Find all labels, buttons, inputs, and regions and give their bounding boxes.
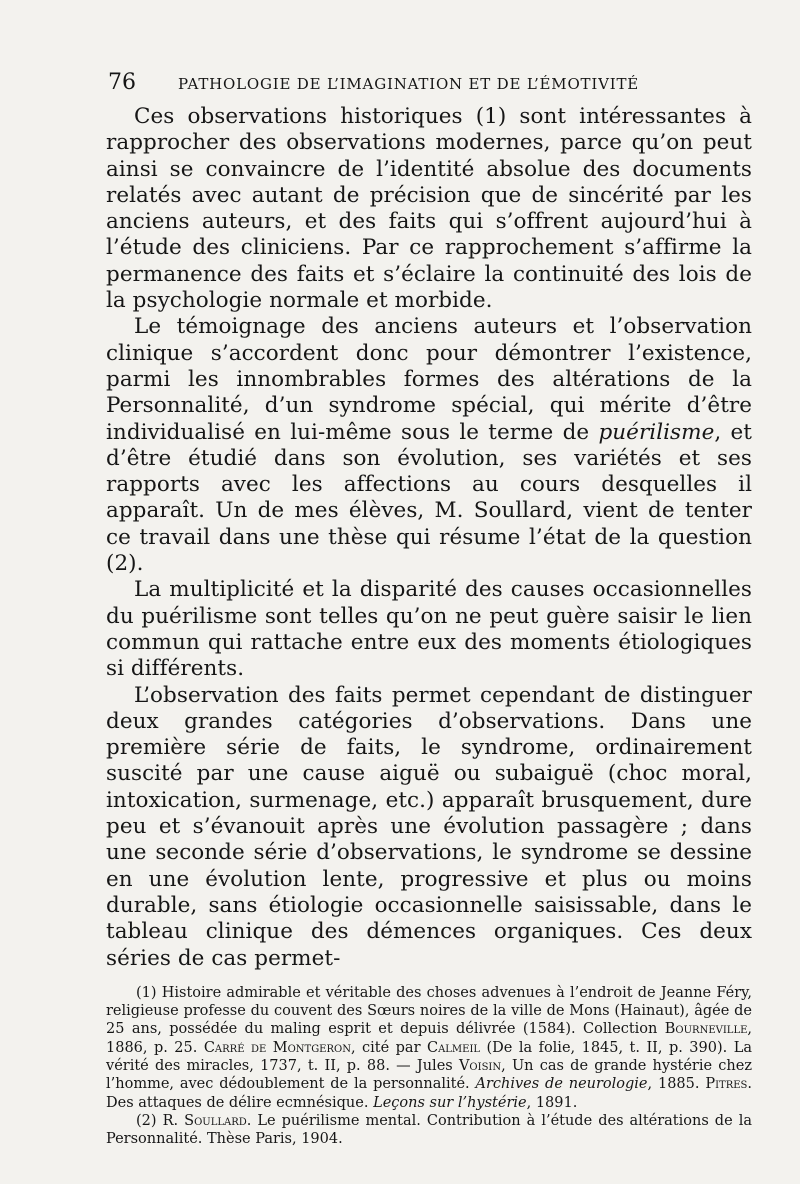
journal-title: Archives de neurologie xyxy=(475,1076,648,1093)
author-carre-de-montgeron: Carré de Montgeron xyxy=(203,1039,351,1056)
footnote-1-text: (De la folie, 1845, t. II, p. 390). La vérité des miracles, 1737, t. II, p. 88. — Jules xyxy=(106,1039,752,1074)
footnote-1-text: , 1891. xyxy=(526,1094,578,1111)
author-voisin: Voisin xyxy=(458,1057,502,1074)
page-header xyxy=(108,70,752,104)
footnotes xyxy=(106,984,752,1149)
body-text xyxy=(106,104,752,972)
author-soullard: Soullard xyxy=(184,1112,247,1129)
footnote-1-text: , Un cas de grande hystérie chez l’homme, avec dédoublement de la personnalité. xyxy=(106,1057,752,1093)
footnote-1-text: . Des attaques de délire ecmnésique. xyxy=(106,1076,752,1111)
footnote-2-text: . Le puérilisme mental. Contribution à l’étude des altérations de la Personnalité. Thèse Paris, 1904. xyxy=(106,1112,752,1148)
footnote-1-text: (1) Histoire admirable et véritable des choses advenues à l’endroit de Jeanne Féry, religieuse professe du couvent des Sœurs noires de la ville de Mons (Hainaut), âgée de 25 ans, possédée du maling esprit et depuis délivrée (1584). Collection xyxy=(106,984,752,1038)
footnote-1-text: , 1885. xyxy=(647,1076,706,1093)
author-calmeil: Calmeil xyxy=(426,1039,481,1056)
page-number: 76 xyxy=(108,70,136,95)
footnote-1-text: , 1886, p. 25. xyxy=(106,1021,752,1056)
author-bourneville: Bourneville xyxy=(664,1021,748,1038)
footnote-1 xyxy=(106,984,752,1112)
footnote-2 xyxy=(106,1112,752,1149)
paragraph-2 xyxy=(106,314,752,577)
paragraph-4: L’observation des faits permet cependant de distinguer deux grandes catégories d’observations. Dans une première série de faits, le syndrome, ordinairement suscité par une cause aiguë ou subaiguë (choc moral, intoxication, surmenage, etc.) apparaît brusquement, dure peu et s’évanouit après une évolution passagère ; dans une seconde série d’observations, le syndrome se dessine en une évolution lente, progressive et plus ou moins durable, sans étiologie occasionnelle saisissable, dans le tableau clinique des démences organiques. Ces deux séries de cas permet- xyxy=(106,682,752,971)
paragraph-2-after: , et d’être étudié dans son évolution, ses variétés et ses rapports avec les affections au cours desquelles il apparaît. Un de mes élèves, M. Soullard, vient de tenter ce travail dans une thèse qui résume l’état de la question (2). xyxy=(106,419,752,577)
paragraph-1: Ces observations historiques (1) sont intéressantes à rapprocher des observations modernes, parce qu’on peut ainsi se convaincre de l’identité absolue des documents relatés avec autant de précision que de sincérité par les anciens auteurs, et des faits qui s’offrent aujourd’hui à l’étude des cliniciens. Par ce rapprochement s’affirme la permanence des faits et s’éclaire la continuité des lois de la psychologie normale et morbide. xyxy=(106,104,752,314)
paragraph-3: La multiplicité et la disparité des causes occasionnelles du puérilisme sont telles qu’on ne peut guère saisir le lien commun qui rattache entre eux des moments étiologiques si différents. xyxy=(106,577,752,682)
author-pitres: Pitres xyxy=(705,1076,748,1093)
paragraph-2-emphasis: puérilisme xyxy=(598,419,715,445)
footnote-2-text: (2) R. xyxy=(136,1112,185,1129)
footnote-1-text: , cité par xyxy=(350,1039,427,1056)
book-title: Leçons sur l’hystérie xyxy=(373,1094,527,1111)
paragraph-2-before: Le témoignage des anciens auteurs et l’observation clinique s’accordent donc pour démontrer l’existence, parmi les innombrables formes des altérations de la Personnalité, d’un syndrome spécial, qui mérite d’être individualisé en lui-même sous le terme de xyxy=(106,314,752,445)
running-head: PATHOLOGIE DE L’IMAGINATION ET DE L’ÉMOTIVITÉ xyxy=(178,75,640,93)
